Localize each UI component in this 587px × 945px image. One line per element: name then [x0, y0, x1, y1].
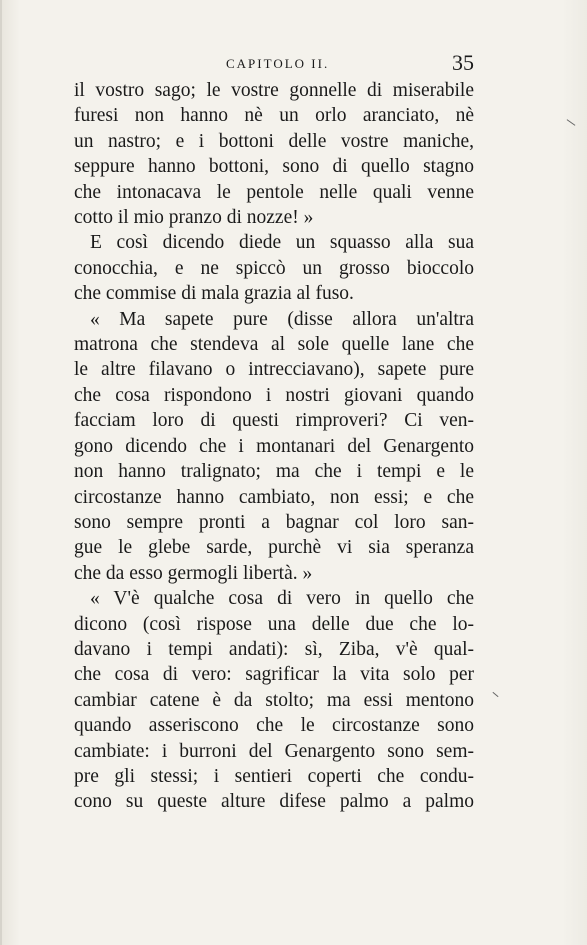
running-head: CAPITOLO II. — [226, 56, 330, 71]
page-header — [74, 50, 474, 80]
text-line: cambiar catene è da stolto; ma essi mentono — [74, 689, 474, 711]
text-line: le altre filavano o intrecciavano), sapete pure — [74, 359, 474, 381]
text-line: non hanno tralignato; ma che i tempi e le — [74, 461, 474, 483]
text-line: E così dicendo diede un squasso alla sua — [90, 232, 474, 254]
text-line: un nastro; e i bottoni delle vostre maniche, — [74, 130, 474, 152]
text-line: quando asseriscono che le circostanze sono — [74, 715, 474, 737]
text-line: « Ma sapete pure (disse allora un'altra — [90, 308, 474, 330]
text-line: cono su queste alture difese palmo a palmo — [74, 791, 474, 813]
text-line: cotto il mio pranzo di nozze! » — [74, 207, 314, 229]
text-line: matrona che stendeva al sole quelle lane che — [74, 334, 474, 356]
text-line: facciam loro di questi rimproveri? Ci ven- — [74, 410, 474, 432]
text-line: conocchia, e ne spiccò un grosso bioccolo — [74, 257, 474, 279]
text-line: che commise di mala grazia al fuso. — [74, 283, 354, 305]
text-line: gue le glebe sarde, purchè vi sia speranza — [74, 537, 474, 559]
text-line: il vostro sago; le vostre gonnelle di miserabile — [74, 80, 474, 101]
text-line: circostanze hanno cambiato, non essi; e che — [74, 486, 474, 508]
text-line: che cosa di vero: sagrificar la vita solo per — [74, 664, 474, 686]
text-line: furesi non hanno nè un orlo aranciato, nè — [74, 105, 474, 127]
text-line: seppure hanno bottoni, sono di quello stagno — [74, 156, 474, 178]
text-line: gono dicendo che i montanari del Genargento — [74, 435, 474, 457]
text-line: « V'è qualche cosa di vero in quello che — [90, 588, 474, 610]
page-number: 35 — [452, 50, 474, 75]
text-line: sono sempre pronti a bagnar col loro san- — [74, 511, 474, 533]
body-text — [74, 78, 474, 815]
text-line: che cosa rispondono i nostri giovani quando — [74, 384, 474, 406]
text-line: pre gli stessi; i sentieri coperti che condu- — [74, 765, 474, 787]
text-line: che da esso germogli libertà. » — [74, 562, 313, 584]
text-line: davano i tempi andati): sì, Ziba, v'è qual- — [74, 638, 474, 660]
text-line: che intonacava le pentole nelle quali venne — [74, 181, 474, 203]
text-line: cambiate: i burroni del Genargento sono sem- — [74, 740, 474, 762]
text-line: dicono (così rispose una delle due che lo- — [74, 613, 474, 635]
